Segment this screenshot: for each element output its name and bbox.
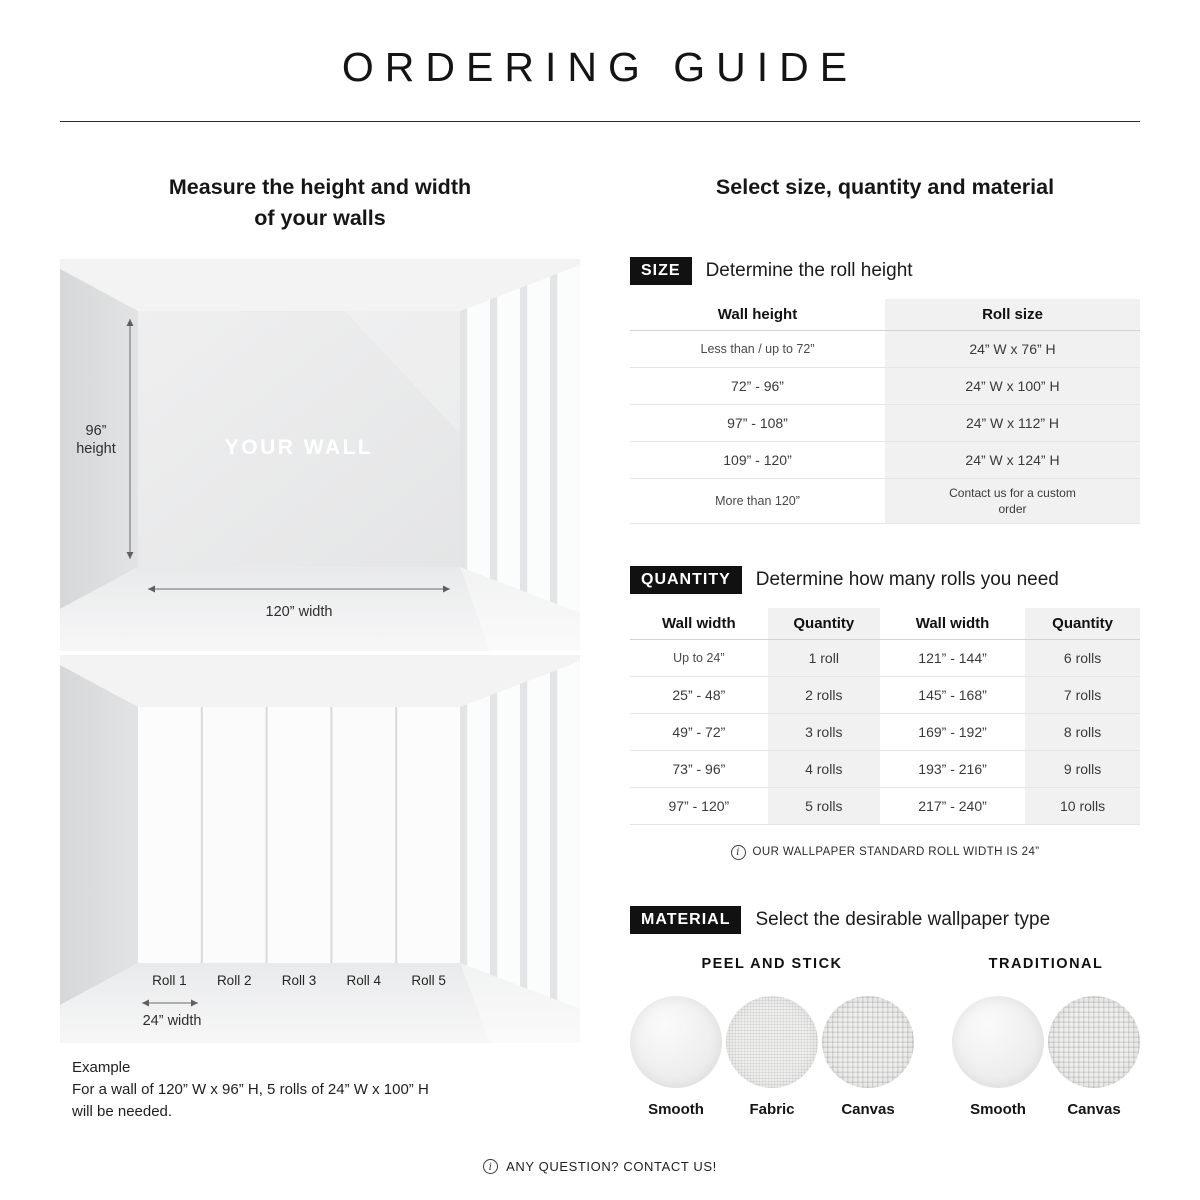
wall-width-cell: 217” - 240” [880, 788, 1025, 825]
roll-1-label: Roll 1 [152, 973, 187, 989]
quantity-column-header: Quantity [768, 608, 880, 640]
example-title: Example [72, 1059, 131, 1077]
room-illustration-measure [60, 259, 580, 651]
roll-size-cell: 24” W x 124” H [885, 442, 1140, 479]
window-pane [557, 265, 580, 613]
roll-size-cell: 24” W x 100” H [885, 368, 1140, 405]
wall-width-cell: 73” - 96” [630, 751, 768, 788]
size-table [630, 299, 1140, 524]
peel-and-stick-label: PEEL AND STICK [701, 955, 843, 972]
measure-heading-line1: Measure the height and width [168, 175, 472, 199]
size-badge: SIZE [630, 257, 692, 285]
window-pane [557, 661, 580, 1009]
roll-width-note [630, 845, 1140, 860]
window-pane [527, 673, 550, 998]
peel-and-stick-swatches [630, 996, 914, 1118]
quantity-section [630, 566, 1140, 860]
quantity-cell: 9 rolls [1025, 751, 1140, 788]
size-table-row [630, 479, 1140, 524]
quantity-table-row [630, 640, 1140, 677]
window-pane [497, 288, 520, 590]
quantity-table-row [630, 751, 1140, 788]
quantity-cell: 3 rolls [768, 714, 880, 751]
measure-heading-line2: of your walls [254, 205, 386, 230]
material-section-title: Select the desirable wallpaper type [755, 908, 1051, 930]
example-line1: For a wall of 120” W x 96” H, 5 rolls of 24” W x 100” H [72, 1080, 429, 1098]
canvas-swatch [822, 996, 914, 1118]
size-section-title: Determine the roll height [705, 259, 913, 281]
canvas-texture-circle [1048, 996, 1140, 1088]
roll-size-cell [885, 479, 1140, 524]
canvas-swatch [1048, 996, 1140, 1118]
fabric-swatch [726, 996, 818, 1118]
measure-heading [60, 172, 580, 233]
wall-width-cell: 169” - 192” [880, 714, 1025, 751]
material-groups [630, 956, 1140, 1118]
wall-height-value: 96” [85, 423, 107, 440]
quantity-table [630, 608, 1140, 825]
wall-width-cell: 49” - 72” [630, 714, 768, 751]
window-pane [527, 277, 550, 602]
smooth-swatch-label: Smooth [970, 1100, 1026, 1118]
quantity-cell: 4 rolls [768, 751, 880, 788]
roll-panel-1 [138, 707, 201, 963]
roll-panel-3 [268, 707, 331, 963]
info-icon: i [483, 1159, 498, 1174]
page-title: ORDERING GUIDE [341, 44, 859, 90]
size-table-row [630, 331, 1140, 368]
left-wall [60, 665, 138, 1005]
quantity-cell: 2 rolls [768, 677, 880, 714]
select-column [630, 172, 1140, 1122]
wall-height-cell: 72” - 96” [630, 368, 885, 405]
quantity-badge: QUANTITY [630, 566, 742, 594]
title-divider [60, 121, 1140, 122]
material-section [630, 906, 1140, 1118]
traditional-swatches [952, 996, 1140, 1118]
wall-width-column-header: Wall width [880, 608, 1025, 640]
traditional-group [952, 956, 1140, 1118]
quantity-section-header [630, 566, 1140, 594]
quantity-table-row [630, 714, 1140, 751]
smooth-texture-circle [952, 996, 1044, 1088]
quantity-cell: 5 rolls [768, 788, 880, 825]
wall-height-column-header: Wall height [630, 299, 885, 331]
size-section-header [630, 257, 1140, 285]
room-illustration-rolls [60, 655, 580, 1043]
peel-and-stick-group [630, 956, 914, 1118]
wall-width-column-header: Wall width [630, 608, 768, 640]
size-table-row [630, 442, 1140, 479]
quantity-cell: 7 rolls [1025, 677, 1140, 714]
smooth-swatch [630, 996, 722, 1118]
material-section-header [630, 906, 1140, 934]
canvas-texture-circle [822, 996, 914, 1088]
wall-width-label: 120” width [265, 604, 333, 621]
quantity-table-row [630, 677, 1140, 714]
quantity-column-header: Quantity [1025, 608, 1140, 640]
canvas-swatch-label: Canvas [841, 1100, 895, 1118]
contact-footer [0, 1159, 1200, 1174]
material-badge: MATERIAL [630, 906, 741, 934]
size-table-header-row [630, 299, 1140, 331]
traditional-label: TRADITIONAL [988, 955, 1104, 972]
roll-3-label: Roll 3 [281, 973, 317, 989]
wall-width-cell: 97” - 120” [630, 788, 768, 825]
roll-size-column-header: Roll size [885, 299, 1140, 331]
smooth-texture-circle [630, 996, 722, 1088]
fabric-swatch-label: Fabric [749, 1100, 795, 1118]
roll-5-label: Roll 5 [411, 973, 446, 989]
roll-2-label: Roll 2 [216, 973, 252, 989]
roll-panel-4 [332, 707, 395, 963]
size-table-row [630, 368, 1140, 405]
wall-width-cell: 145” - 168” [880, 677, 1025, 714]
contact-us-text: Contact us for a custom order [949, 485, 1076, 516]
your-wall-label: YOUR WALL [224, 436, 374, 460]
wall-height-cell: More than 120” [630, 479, 885, 524]
wall-height-cell: 109” - 120” [630, 442, 885, 479]
wall-width-cell: 193” - 216” [880, 751, 1025, 788]
size-section [630, 257, 1140, 524]
quantity-table-header-row [630, 608, 1140, 640]
contact-footer-text: ANY QUESTION? CONTACT US! [506, 1159, 717, 1174]
measure-column [60, 172, 580, 1122]
roll-size-cell: 24” W x 76” H [885, 331, 1140, 368]
smooth-swatch [952, 996, 1044, 1118]
content [0, 172, 1200, 1122]
size-table-row [630, 405, 1140, 442]
wall-height-label: height [76, 441, 116, 458]
roll-4-label: Roll 4 [346, 973, 382, 989]
fabric-texture-circle [726, 996, 818, 1088]
roll-width-label: 24” width [142, 1013, 202, 1030]
window-pane [467, 696, 490, 975]
roll-panel-5 [397, 707, 460, 963]
quantity-table-row [630, 788, 1140, 825]
roll-width-note-text: OUR WALLPAPER STANDARD ROLL WIDTH IS 24” [752, 846, 1040, 859]
left-wall [60, 269, 138, 609]
select-heading: Select size, quantity and material [715, 175, 1055, 199]
example-line2: will be needed. [72, 1102, 173, 1120]
window-pane [467, 300, 490, 579]
window-pane [497, 684, 520, 986]
roll-size-cell: 24” W x 112” H [885, 405, 1140, 442]
quantity-cell: 6 rolls [1025, 640, 1140, 677]
canvas-swatch-label: Canvas [1067, 1100, 1121, 1118]
quantity-section-title: Determine how many rolls you need [755, 568, 1059, 590]
info-icon: i [731, 845, 746, 860]
quantity-cell: 10 rolls [1025, 788, 1140, 825]
quantity-cell: 8 rolls [1025, 714, 1140, 751]
roll-panel-2 [203, 707, 266, 963]
wall-width-cell: 121” - 144” [880, 640, 1025, 677]
example-text [60, 1057, 580, 1122]
smooth-swatch-label: Smooth [648, 1100, 704, 1118]
wall-width-cell: Up to 24” [630, 640, 768, 677]
wall-height-cell: Less than / up to 72” [630, 331, 885, 368]
wall-width-cell: 25” - 48” [630, 677, 768, 714]
wall-height-cell: 97” - 108” [630, 405, 885, 442]
quantity-cell: 1 roll [768, 640, 880, 677]
